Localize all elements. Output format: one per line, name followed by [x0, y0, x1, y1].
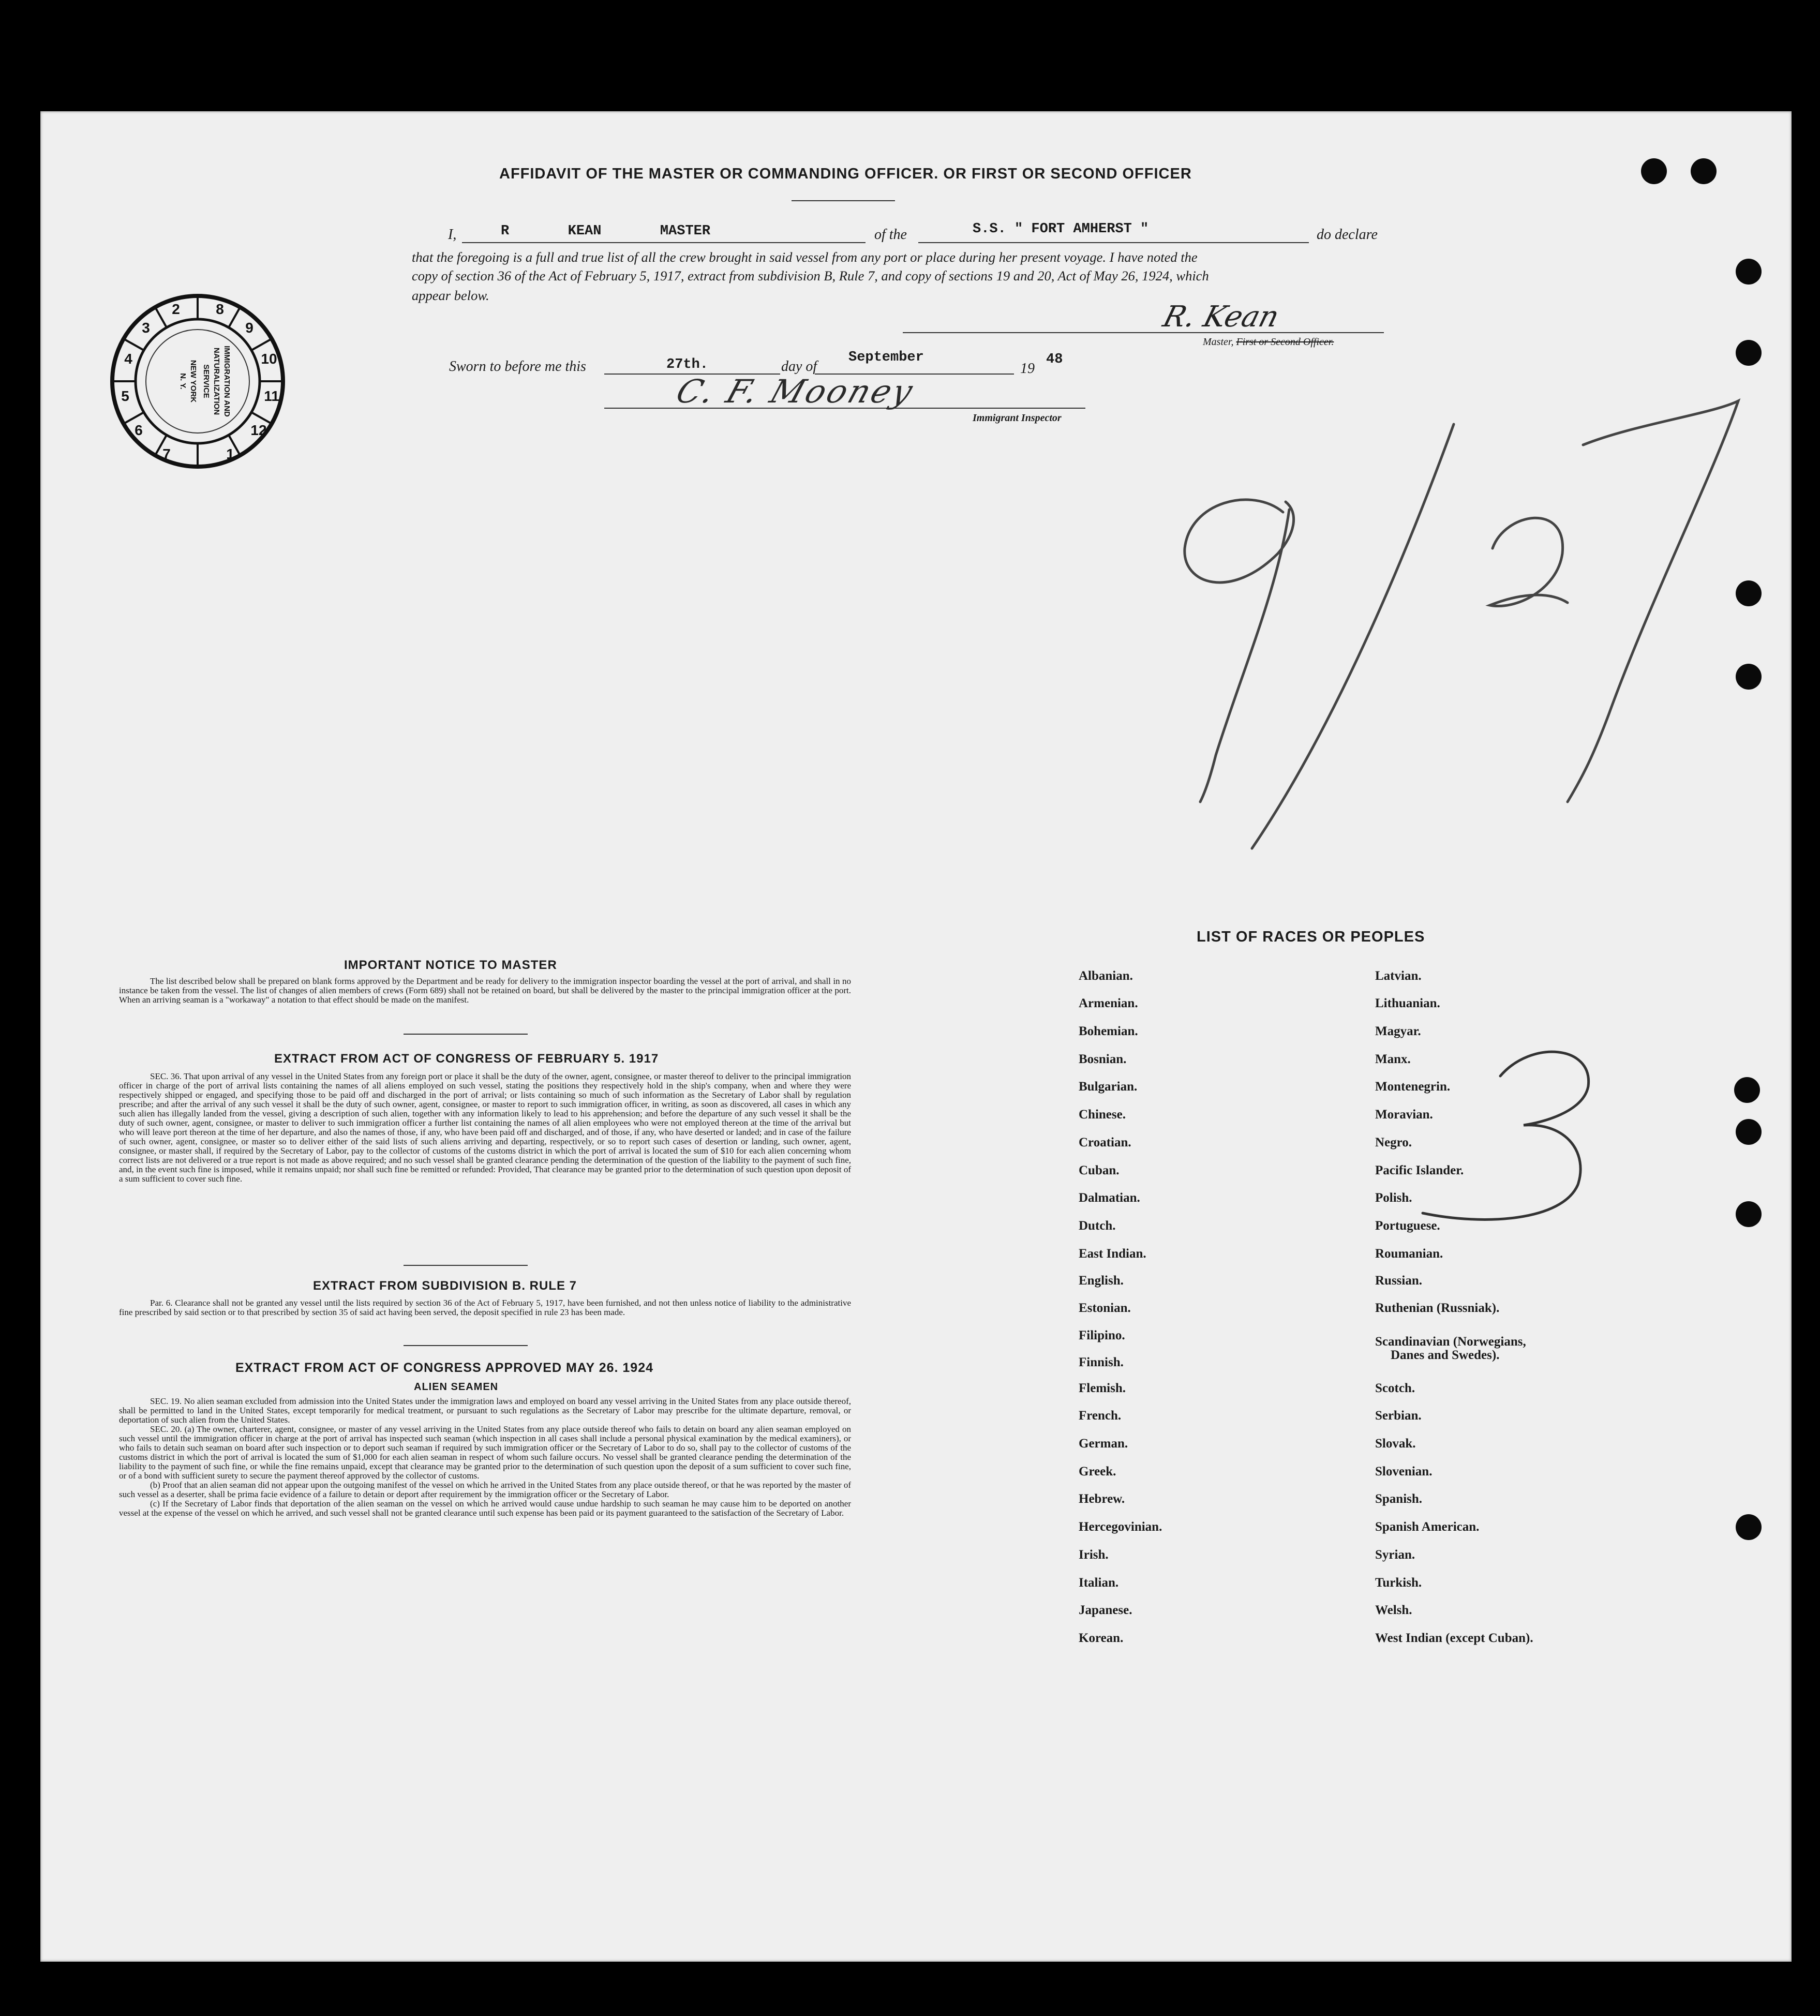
affidavit-body-line: copy of section 36 of the Act of February 5, 1917, extract from subdivision B, Rule 7, and copy of sections 19 and 20, Act of May 26, 1924, which — [412, 268, 1209, 283]
handwritten-page-mark — [1412, 1035, 1609, 1236]
race-item: Serbian. — [1375, 1409, 1422, 1423]
handwritten-date-mark — [1154, 383, 1749, 859]
divider — [404, 1034, 528, 1035]
divider — [404, 1345, 528, 1346]
race-item: Cuban. — [1079, 1163, 1120, 1177]
race-item: West Indian (except Cuban). — [1375, 1631, 1533, 1645]
race-item: Filipino. — [1079, 1328, 1125, 1342]
extract-rule7-text: Par. 6. Clearance shall not be granted any vessel until the lists required by section 36 of the Act of February 5, 1917, have been furnished, and not then unless notice of liability to the administrative fine prescribed by said section or to that prescribed by section 35 of said act having been served, the deposit specified in rule 23 has been made. — [119, 1298, 851, 1317]
extract-1924-heading: EXTRACT FROM ACT OF CONGRESS APPROVED MAY 26. 1924 — [235, 1361, 654, 1375]
do-declare-label: do declare — [1317, 227, 1378, 243]
inspector-signature: C. F. Mooney — [672, 372, 920, 410]
stamp-text: SERVICE — [202, 364, 211, 398]
race-item: Magyar. — [1375, 1024, 1421, 1038]
stamp-digit: 11 — [264, 388, 279, 404]
master-caption — [1203, 336, 1334, 348]
sec19-text: SEC. 19. No alien seaman excluded from admission into the United States under the immigration laws and employed on board any vessel arriving in the United States from any place outside thereof, shall be permitted to land in the United States, except temporarily for medical treatment, or pursuant to such regulations as the Secretary of Labor may prescribe for the ultimate departure, removal, or deportation of such alien from the United States. — [119, 1396, 851, 1425]
stamp-digit: 8 — [216, 301, 224, 317]
race-item: Korean. — [1079, 1631, 1124, 1645]
pencil-date-graphic — [1154, 383, 1749, 859]
race-item: Irish. — [1079, 1548, 1109, 1562]
master-caption-master: Master, — [1203, 336, 1234, 348]
stamp-text: N. Y. — [178, 373, 187, 390]
race-item: Hebrew. — [1079, 1492, 1125, 1506]
race-item: Flemish. — [1079, 1381, 1126, 1395]
race-item: Hercegovinian. — [1079, 1520, 1162, 1534]
extract-1917-heading: EXTRACT FROM ACT OF CONGRESS OF FEBRUARY 5. 1917 — [274, 1052, 659, 1066]
race-item: Bosnian. — [1079, 1052, 1127, 1066]
race-item: Portuguese. — [1375, 1219, 1440, 1233]
extract-rule7-heading: EXTRACT FROM SUBDIVISION B. RULE 7 — [313, 1279, 577, 1293]
stamp-digit: 9 — [245, 320, 253, 336]
sworn-month-value: September — [848, 350, 924, 365]
pencil-number-graphic — [1412, 1035, 1609, 1236]
race-item: East Indian. — [1079, 1247, 1146, 1261]
race-item: Negro. — [1375, 1136, 1412, 1149]
divider — [792, 200, 895, 201]
sec20b-text: (b) Proof that an alien seaman did not appear upon the outgoing manifest of the vessel on which he arrived in the United States from any place outside thereof, or that he was reported by the master of such vessel as a deserter, shall be prima facie evidence of a failure to detain or deport after requirement by the immigration officer or the Secretary of Labor. — [119, 1480, 851, 1499]
race-item: Estonian. — [1079, 1301, 1131, 1315]
stamp-graphic — [109, 292, 287, 471]
race-item: Albanian. — [1079, 969, 1133, 983]
punch-hole — [1736, 1119, 1762, 1145]
year-suffix-value: 48 — [1046, 352, 1063, 367]
notice-heading: IMPORTANT NOTICE TO MASTER — [344, 958, 557, 972]
stamp-digit: 7 — [162, 446, 171, 462]
race-item: Scandinavian (Norwegians, — [1375, 1335, 1526, 1349]
race-item: Slovenian. — [1375, 1465, 1433, 1479]
punch-hole — [1691, 158, 1717, 184]
punch-hole — [1736, 1514, 1762, 1540]
punch-hole — [1641, 158, 1667, 184]
race-item: Scotch. — [1375, 1381, 1415, 1395]
race-item: Polish. — [1375, 1191, 1412, 1205]
sec20a-text: SEC. 20. (a) The owner, charterer, agent, consignee, or master of any vessel arriving in the United States from any place outside thereof who fails to detain on board any alien seaman employed on such vessel until the immigration officer in charge at the port of arrival has inspected such seaman (which inspection in all cases shall include a personal physical examination by the medical examiners), or who fails to detain such seaman on board after such inspection or to deport such seaman if required by such immigration officer or the Secretary of Labor to do so, shall pay to the collector of customs of the customs district in which the port of arrival is located the sum of $1,000 for each alien seaman in respect of whom such failure occurs. No vessel shall be granted clearance pending the determination of the liability to the payment of such fine, or while the fine remains unpaid, except that clearance may be granted prior to the determination of such question upon the deposit of a sum sufficient to cover such fine, or of a bond with sufficient surety to secure the payment thereof approved by the collector of customs. — [119, 1424, 851, 1481]
race-item: Syrian. — [1375, 1548, 1415, 1562]
race-item: Russian. — [1375, 1274, 1423, 1288]
affidavit-body-line: that the foregoing is a full and true list of all the crew brought in said vessel from any port or place during her present voyage. I have noted the — [412, 249, 1198, 265]
master-caption-struck: First or Second Officer. — [1236, 336, 1334, 348]
sec20c-text: (c) If the Secretary of Labor finds that deportation of the alien seaman on the vessel on which he arrived would cause undue hardship to such seaman he may cause him to be deported on another vessel at the expense of the vessel on which he arrived, and such vessel shall not be granted clearance until such expense has been paid or its payment guaranteed to the satisfaction of the Secretary of Labor. — [119, 1499, 851, 1518]
punch-hole — [1736, 340, 1762, 366]
race-item: Spanish. — [1375, 1492, 1423, 1506]
notice-text: The list described below shall be prepared on blank forms approved by the Department and be ready for delivery to the immigration inspector boarding the vessel at the port of arrival, and shall in no instance be taken from the vessel. The list of changes of alien members of crews (Form 689) shall not be retained on board, but shall be delivered by the master to the principal immigration officer at the port. When an arriving seaman is a "workaway" a notation to that effect should be made on the manifest. — [119, 976, 851, 1005]
race-item: Finnish. — [1079, 1355, 1124, 1369]
stamp-digit: 3 — [142, 320, 150, 336]
punch-hole — [1734, 1077, 1760, 1103]
stamp-digit: 6 — [135, 422, 143, 438]
race-item: Ruthenian (Russniak). — [1375, 1301, 1500, 1315]
extract-1917-text: SEC. 36. That upon arrival of any vessel in the United States from any foreign port or place it shall be the duty of the owner, agent, consignee, or master thereof to deliver to the principal immigration officer in charge of the port of arrival lists containing the names of all aliens employed on such vessel, stating the positions they respectively hold in the ship's company, when and where they were respectively shipped or engaged, and specifying those to be paid off and discharged in the port of arrival; or lists containing so much of such information as the Secretary of Labor shall by regulation prescribe; and after the arrival of any such vessel it shall be the duty of such owner, agent, consignee, or master to report to such immigration officer, in writing, as soon as discovered, all cases in which any such alien has illegally landed from the vessel, giving a description of such alien, together with any information likely to lead to his apprehension; and before the departure of any such vessel it shall be the duty of such owner, agent, consignee, or master to deliver to such immigration officer a further list containing the names of all alien employees who were not employed thereon at the time of the arrival but who will leave port thereon at the time of her departure, and also the names of those, if any, who have been paid off and discharged, and of those, if any, who have deserted or landed; and in case of the failure of such owner, agent, consignee, or master so to deliver either of the said lists of such aliens arriving and departing, respectively, or so to report such cases of desertion or landing, such owner, agent, consignee, or master shall, if required by the Secretary of Labor, pay to the collector of customs of the customs district in which the port of arrival is located the sum of $10 for each alien concerning whom correct lists are not delivered or a true report is not made as above required; and no such vessel shall be granted clearance pending the determination of the question of the liability to the payment of such fine, and, in the event such fine is imposed, while it remains unpaid; nor shall such fine be remitted or refunded: Provided, That clearance may be granted prior to the determination of such question upon deposit of a sum sufficient to cover such fine. — [119, 1071, 851, 1184]
race-item: Armenian. — [1079, 996, 1138, 1010]
sworn-day-value: 27th. — [666, 357, 709, 372]
stamp-digit: 4 — [124, 351, 132, 367]
master-signature: R. Kean — [1159, 300, 1283, 334]
stamp-digit: 1 — [226, 446, 234, 462]
race-item: Montenegrin. — [1375, 1080, 1451, 1094]
vessel-name-field — [918, 242, 1309, 243]
race-item: German. — [1079, 1437, 1128, 1451]
race-item: Bohemian. — [1079, 1024, 1138, 1038]
master-name-field — [462, 242, 866, 243]
race-item: Turkish. — [1375, 1576, 1422, 1590]
stamp-text: IMMIGRATION AND — [222, 346, 231, 417]
race-item: Slovak. — [1375, 1437, 1416, 1451]
i-label: I, — [448, 227, 457, 243]
day-of-label: day of — [781, 359, 817, 375]
stamp-text: NEW YORK — [189, 360, 198, 403]
race-item: Italian. — [1079, 1576, 1119, 1590]
race-item: Japanese. — [1079, 1603, 1132, 1617]
race-item: Croatian. — [1079, 1136, 1131, 1149]
year-prefix: 19 — [1020, 361, 1035, 377]
race-item: English. — [1079, 1274, 1124, 1288]
races-heading: LIST OF RACES OR PEOPLES — [1197, 929, 1425, 945]
affidavit-body-line: appear below. — [412, 288, 489, 303]
race-item: Dutch. — [1079, 1219, 1116, 1233]
alien-seamen-subheading: ALIEN SEAMEN — [414, 1381, 499, 1393]
inspector-caption: Immigrant Inspector — [973, 412, 1062, 424]
race-item: Bulgarian. — [1079, 1080, 1138, 1094]
stamp-digit: 2 — [172, 301, 180, 317]
race-item: Moravian. — [1375, 1108, 1433, 1122]
race-item: Roumanian. — [1375, 1247, 1443, 1261]
punch-hole — [1736, 259, 1762, 285]
race-item: French. — [1079, 1409, 1122, 1423]
stamp-text: NATURALIZATION — [212, 347, 221, 415]
race-item: Lithuanian. — [1375, 996, 1440, 1010]
stamp-digit: 12 — [250, 422, 267, 438]
of-the-label: of the — [874, 227, 907, 243]
master-signature-line — [903, 332, 1384, 333]
race-item: Spanish American. — [1375, 1520, 1480, 1534]
race-item: Manx. — [1375, 1052, 1411, 1066]
affidavit-heading: AFFIDAVIT OF THE MASTER OR COMMANDING OFFICER. OR FIRST OR SECOND OFFICER — [499, 166, 1192, 182]
extract-1924-body — [119, 1397, 851, 1518]
sworn-label: Sworn to before me this — [449, 359, 586, 375]
vessel-name-value: S.S. " FORT AMHERST " — [973, 221, 1149, 237]
race-item: Danes and Swedes). — [1391, 1348, 1500, 1362]
race-item: Chinese. — [1079, 1108, 1126, 1122]
immigration-stamp — [109, 292, 287, 471]
race-item: Greek. — [1079, 1465, 1116, 1479]
race-item: Pacific Islander. — [1375, 1163, 1464, 1177]
master-name-value: R KEAN MASTER — [501, 223, 711, 239]
race-item: Latvian. — [1375, 969, 1422, 983]
race-item: Welsh. — [1375, 1603, 1412, 1617]
race-item: Dalmatian. — [1079, 1191, 1140, 1205]
divider — [404, 1265, 528, 1266]
stamp-digit: 5 — [121, 388, 129, 404]
punch-hole — [1736, 1201, 1762, 1227]
stamp-digit: 10 — [261, 351, 277, 367]
